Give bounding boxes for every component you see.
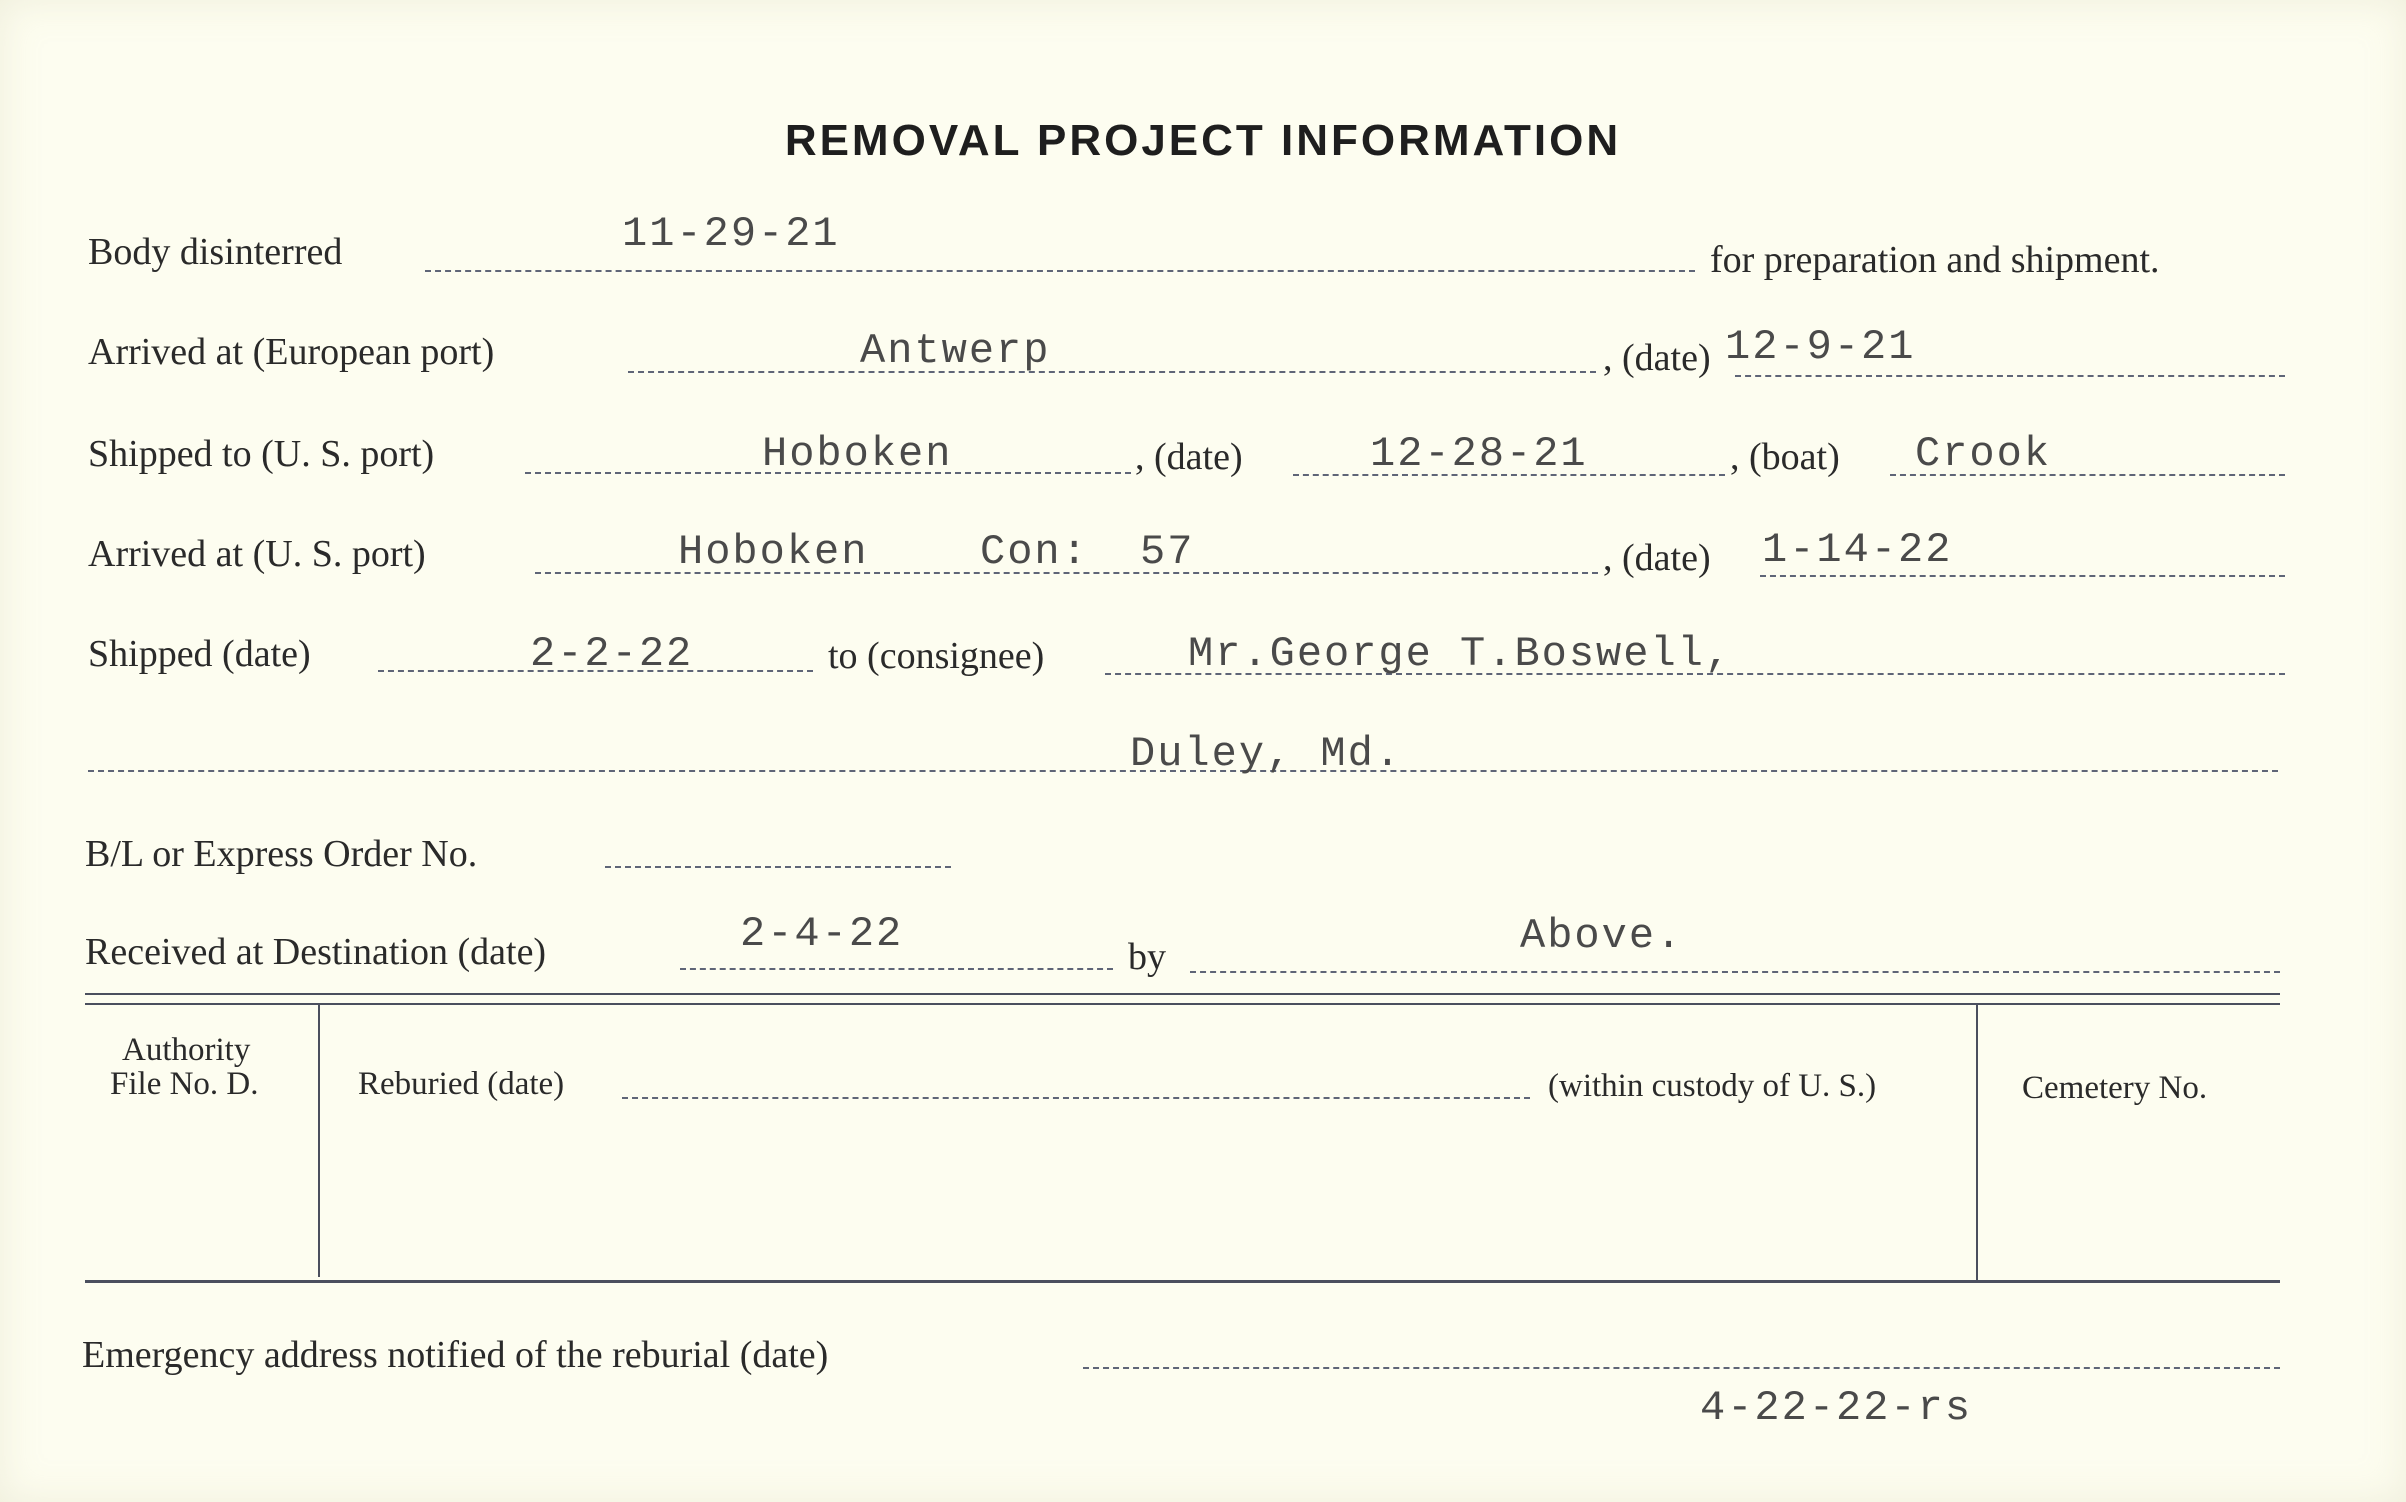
disinterred-date-value: 11-29-21 <box>622 210 840 258</box>
received-destination-label: Received at Destination (date) <box>85 931 547 973</box>
shipped-date-value: 12-28-21 <box>1370 430 1588 478</box>
shipped-date-label-2: Shipped (date) <box>88 633 311 675</box>
by-label: by <box>1128 936 1166 978</box>
european-port-value: Antwerp <box>860 327 1051 375</box>
body-disinterred-line <box>425 270 1695 272</box>
cemetery-no-label: Cemetery No. <box>2022 1070 2208 1106</box>
emergency-address-label: Emergency address notified of the reburial (date) <box>82 1334 829 1376</box>
authority-label: Authority <box>122 1032 251 1068</box>
us-arrival-date-label: , (date) <box>1603 537 1711 579</box>
emergency-notified-date-value: 4-22-22-rs <box>1700 1384 1973 1432</box>
consignee-address-value: Duley, Md. <box>1130 730 1403 778</box>
us-arrival-date-line <box>1760 575 2285 577</box>
authority-column-divider <box>318 1005 320 1277</box>
us-arrival-date-value: 1-14-22 <box>1762 526 1953 574</box>
section-divider-top <box>85 993 2280 995</box>
european-date-label: , (date) <box>1603 337 1711 379</box>
received-date-line <box>680 968 1113 970</box>
cemetery-column-divider <box>1976 1005 1978 1281</box>
file-no-label: File No. D. <box>110 1066 259 1102</box>
reburied-date-line <box>622 1097 1530 1099</box>
lower-box-bottom-rule <box>85 1280 2280 1283</box>
consignee-name-value: Mr.George T.Boswell, <box>1188 630 1733 678</box>
reburied-date-label: Reburied (date) <box>358 1066 565 1102</box>
received-by-value: Above. <box>1520 912 1684 960</box>
for-preparation-label: for preparation and shipment. <box>1710 239 2160 281</box>
section-divider-bottom <box>85 1003 2280 1005</box>
european-arrival-date-value: 12-9-21 <box>1725 323 1916 371</box>
consignee-shipped-date-value: 2-2-22 <box>530 630 694 678</box>
received-date-value: 2-4-22 <box>740 910 904 958</box>
con-label-value: Con: <box>980 528 1089 576</box>
within-custody-label: (within custody of U. S.) <box>1548 1068 1877 1104</box>
shipped-date-label: , (date) <box>1135 436 1243 478</box>
form-title: REMOVAL PROJECT INFORMATION <box>784 116 1622 165</box>
boat-value: Crook <box>1915 430 2052 478</box>
european-date-line <box>1735 375 2285 377</box>
to-consignee-label: to (consignee) <box>828 635 1045 677</box>
emergency-date-line <box>1083 1367 2280 1369</box>
received-by-line <box>1190 971 2280 973</box>
bl-order-line <box>605 866 951 868</box>
us-port-shipped-value: Hoboken <box>762 430 953 478</box>
boat-label: , (boat) <box>1730 436 1840 478</box>
bl-order-label: B/L or Express Order No. <box>85 833 478 875</box>
arrived-european-label: Arrived at (European port) <box>88 331 495 373</box>
arrived-us-label: Arrived at (U. S. port) <box>88 533 426 575</box>
body-disinterred-label: Body disinterred <box>88 231 343 273</box>
us-port-arrived-value: Hoboken <box>678 528 869 576</box>
con-number-value: 57 <box>1140 528 1195 576</box>
shipped-to-us-label: Shipped to (U. S. port) <box>88 433 435 475</box>
european-port-line <box>628 371 1596 373</box>
